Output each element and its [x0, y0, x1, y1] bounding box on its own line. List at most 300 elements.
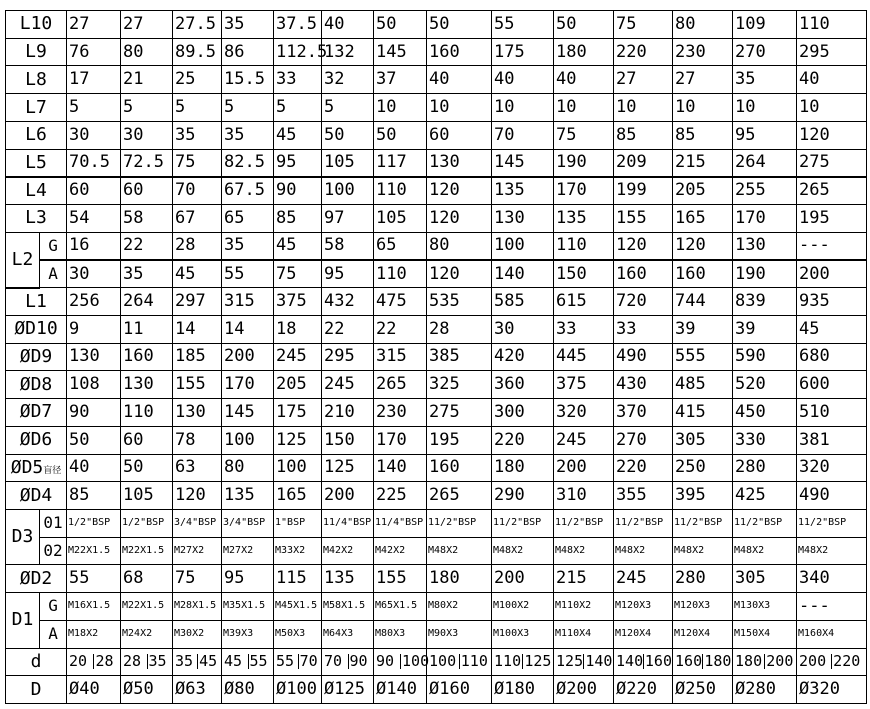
table-cell: 5 [121, 94, 173, 122]
row-label [6, 315, 67, 343]
table-cell: M45X1.5 [274, 593, 322, 621]
table-cell: 445 [554, 343, 614, 371]
row-sublabel: 02 [40, 537, 67, 565]
row-label-text: L6 [25, 124, 47, 146]
table-cell: 80 [673, 11, 733, 39]
table-cell: 520 [733, 371, 797, 399]
table-cell: 120 [427, 205, 492, 233]
table-row [6, 565, 867, 593]
table-cell: M22X1.5 [67, 537, 121, 565]
pair-value: 140 [585, 652, 613, 671]
table-cell: 11/2"BSP [673, 509, 733, 537]
table-cell: 100 [492, 232, 554, 260]
row-label-text: L10 [19, 13, 53, 35]
table-cell: 85 [673, 121, 733, 149]
table-row [6, 399, 867, 427]
table-cell: 35 [733, 66, 797, 94]
table-cell: Ø125 [322, 676, 374, 704]
table-cell: M28X1.5 [173, 593, 222, 621]
table-cell: 60 [67, 177, 121, 205]
table-cell: M42X2 [322, 537, 374, 565]
row-sublabel: G [40, 232, 67, 260]
table-cell: 60 [121, 177, 173, 205]
table-cell: M27X2 [222, 537, 274, 565]
table-cell: 325 [427, 371, 492, 399]
row-label-text: ØD5 [10, 456, 44, 478]
table-cell: 40 [492, 66, 554, 94]
table-cell: --- [797, 593, 867, 621]
table-cell: 200 [554, 454, 614, 482]
table-cell: 295 [322, 343, 374, 371]
table-cell: 55 [492, 11, 554, 39]
table-cell: 70 [173, 177, 222, 205]
table-cell: 125 [322, 454, 374, 482]
table-cell: 67.5 [222, 177, 274, 205]
table-cell: 105 [322, 149, 374, 177]
table-cell: 100 [222, 426, 274, 454]
table-cell: 115 [274, 565, 322, 593]
table-cell: 190 [554, 149, 614, 177]
table-cell [374, 648, 430, 676]
table-cell: 97 [322, 205, 374, 233]
table-cell: 65 [222, 205, 274, 233]
table-cell: 110 [797, 11, 867, 39]
table-cell: 27 [67, 11, 121, 39]
table-cell: 110 [554, 232, 614, 260]
table-cell: 117 [374, 149, 427, 177]
table-cell: 190 [733, 260, 797, 288]
table-cell: M39X3 [222, 620, 274, 648]
row-label-text: L5 [25, 151, 47, 173]
table-cell: 75 [173, 149, 222, 177]
table-cell: 300 [492, 399, 554, 427]
table-cell: M16X1.5 [67, 593, 121, 621]
table-cell: 28 [427, 315, 492, 343]
table-row [6, 371, 867, 399]
table-cell [274, 648, 322, 676]
table-cell: 935 [797, 288, 867, 316]
table-cell: 95 [733, 121, 797, 149]
table-cell: M58X1.5 [322, 593, 374, 621]
table-cell: 132 [322, 38, 374, 66]
table-cell: 30 [67, 260, 121, 288]
row-label [6, 205, 67, 233]
table-cell: 150 [554, 260, 614, 288]
pair-value: 100 [428, 654, 460, 669]
table-cell: 600 [797, 371, 867, 399]
table-cell: 85 [614, 121, 673, 149]
pair-value: 200 [798, 654, 832, 669]
table-cell: 68 [121, 565, 173, 593]
table-cell: 72.5 [121, 149, 173, 177]
table-row [6, 205, 867, 233]
table-cell: 11/2"BSP [554, 509, 614, 537]
table-cell: 432 [322, 288, 374, 316]
table-cell: 100 [274, 454, 322, 482]
table-cell: 67 [173, 205, 222, 233]
dimension-table [5, 10, 867, 704]
table-row [6, 315, 867, 343]
table-cell: 340 [797, 565, 867, 593]
table-cell: M18X2 [67, 620, 121, 648]
table-cell [173, 648, 222, 676]
table-cell: 33 [274, 66, 322, 94]
table-cell: M120X4 [673, 620, 733, 648]
table-cell: 256 [67, 288, 121, 316]
table-cell: 35 [121, 260, 173, 288]
table-cell: 200 [492, 565, 554, 593]
table-cell: 22 [322, 315, 374, 343]
table-cell: 120 [614, 232, 673, 260]
pair-value: 35 [148, 652, 167, 671]
table-cell: Ø140 [374, 676, 427, 704]
table-cell: 33 [554, 315, 614, 343]
table-cell: 5 [222, 94, 274, 122]
table-cell: Ø280 [733, 676, 797, 704]
table-cell: 110 [374, 177, 427, 205]
table-cell [67, 648, 121, 676]
table-cell: 40 [322, 11, 374, 39]
table-cell: 11/2"BSP [427, 509, 492, 537]
table-cell: Ø80 [222, 676, 274, 704]
row-label [6, 343, 67, 371]
table-row [6, 288, 867, 316]
table-row [6, 11, 867, 39]
table-cell: 50 [554, 11, 614, 39]
table-cell: 160 [673, 260, 733, 288]
table-cell: 839 [733, 288, 797, 316]
table-cell: 95 [274, 149, 322, 177]
table-cell: M100X2 [492, 593, 554, 621]
table-cell: 95 [322, 260, 374, 288]
pair-value: 90 [349, 652, 368, 671]
table-cell: 615 [554, 288, 614, 316]
table-cell: 270 [614, 426, 673, 454]
row-label-text: L7 [25, 96, 47, 118]
table-cell: 45 [797, 315, 867, 343]
table-cell: 22 [374, 315, 427, 343]
table-row [6, 426, 867, 454]
table-cell: M33X2 [274, 537, 322, 565]
row-sublabel: G [40, 593, 67, 621]
table-cell: 105 [374, 205, 427, 233]
table-cell: 50 [374, 121, 427, 149]
table-cell: 155 [614, 205, 673, 233]
table-cell: 15.5 [222, 66, 274, 94]
table-cell: 195 [797, 205, 867, 233]
pair-value: 70 [323, 654, 349, 669]
table-cell: Ø250 [673, 676, 733, 704]
table-cell: 90 [67, 399, 121, 427]
table-cell: 215 [554, 565, 614, 593]
table-cell: 55 [222, 260, 274, 288]
row-label [6, 399, 67, 427]
table-cell: 150 [322, 426, 374, 454]
table-cell: M24X2 [121, 620, 173, 648]
table-cell: 10 [554, 94, 614, 122]
table-cell: 275 [427, 399, 492, 427]
table-cell: 10 [797, 94, 867, 122]
table-row [6, 149, 867, 177]
row-sublabel: A [40, 620, 67, 648]
table-cell: M48X2 [797, 537, 867, 565]
table-cell: 80 [222, 454, 274, 482]
table-cell: M48X2 [427, 537, 492, 565]
table-cell: 9 [67, 315, 121, 343]
table-cell: 109 [733, 11, 797, 39]
table-cell: 11/2"BSP [733, 509, 797, 537]
table-cell: M120X3 [673, 593, 733, 621]
table-cell: 250 [673, 454, 733, 482]
table-cell: 50 [67, 426, 121, 454]
table-cell: 11/2"BSP [492, 509, 554, 537]
table-cell: 37 [374, 66, 427, 94]
table-cell: 170 [733, 205, 797, 233]
table-cell: 130 [173, 399, 222, 427]
table-cell: 170 [554, 177, 614, 205]
table-row [6, 66, 867, 94]
row-label [6, 676, 67, 704]
table-cell: 381 [797, 426, 867, 454]
table-cell: 245 [554, 426, 614, 454]
table-cell: --- [797, 232, 867, 260]
table-cell: 130 [733, 232, 797, 260]
pair-value: 140 [616, 652, 644, 671]
table-cell: 11/4"BSP [322, 509, 374, 537]
table-cell: Ø160 [427, 676, 492, 704]
table-cell: 85 [67, 482, 121, 510]
table-cell: M90X3 [427, 620, 492, 648]
table-cell: M120X3 [614, 593, 673, 621]
table-row [6, 177, 867, 205]
table-cell: 27.5 [173, 11, 222, 39]
table-cell: 160 [427, 38, 492, 66]
table-cell: Ø40 [67, 676, 121, 704]
table-cell: M100X3 [492, 620, 554, 648]
table-cell: 355 [614, 482, 673, 510]
row-label-text: ØD6 [19, 429, 53, 451]
table-cell: 280 [733, 454, 797, 482]
table-cell: 130 [67, 343, 121, 371]
table-cell: 330 [733, 426, 797, 454]
table-cell: 25 [173, 66, 222, 94]
table-cell: 40 [554, 66, 614, 94]
table-cell: 205 [673, 177, 733, 205]
table-cell: 35 [222, 121, 274, 149]
table-cell: 209 [614, 149, 673, 177]
table-cell [554, 648, 614, 676]
table-cell: 265 [797, 177, 867, 205]
table-cell: 130 [427, 149, 492, 177]
table-cell: 5 [322, 94, 374, 122]
pair-value: 35 [174, 654, 198, 669]
table-cell: 370 [614, 399, 673, 427]
row-label-text: L3 [25, 207, 47, 229]
table-cell: 30 [67, 121, 121, 149]
table-cell: 82.5 [222, 149, 274, 177]
table-cell: 5 [173, 94, 222, 122]
table-cell: 199 [614, 177, 673, 205]
pair-value: 110 [460, 652, 488, 671]
table-cell: M160X4 [797, 620, 867, 648]
table-cell: M48X2 [554, 537, 614, 565]
row-label [6, 371, 67, 399]
table-cell: 112.5 [274, 38, 322, 66]
table-row [6, 593, 867, 621]
table-cell: 11 [121, 315, 173, 343]
row-label [6, 565, 67, 593]
pair-value: 220 [833, 652, 861, 671]
table-cell: M22X1.5 [121, 593, 173, 621]
row-label-text: L9 [25, 41, 47, 63]
row-label: D1 [6, 593, 40, 648]
table-cell [492, 648, 554, 676]
table-row [6, 454, 867, 482]
table-cell: 60 [427, 121, 492, 149]
row-label [6, 426, 67, 454]
pair-value: 125 [524, 652, 552, 671]
table-cell: 205 [274, 371, 322, 399]
table-cell: 14 [173, 315, 222, 343]
table-cell: 89.5 [173, 38, 222, 66]
table-cell: M27X2 [173, 537, 222, 565]
table-cell [733, 648, 797, 676]
row-label-text: ØD7 [19, 401, 53, 423]
pair-value: 20 [68, 654, 94, 669]
table-cell: 415 [673, 399, 733, 427]
table-cell [222, 648, 274, 676]
table-cell: 5 [274, 94, 322, 122]
table-cell: 135 [492, 177, 554, 205]
table-cell: 5 [67, 94, 121, 122]
table-cell: 200 [322, 482, 374, 510]
table-cell: 10 [374, 94, 427, 122]
row-label [6, 482, 67, 510]
table-cell: M80X3 [374, 620, 427, 648]
table-cell: 95 [222, 565, 274, 593]
table-cell: 55 [67, 565, 121, 593]
table-cell: 50 [427, 11, 492, 39]
table-row [6, 94, 867, 122]
table-cell: 85 [274, 205, 322, 233]
pair-value: 180 [734, 654, 765, 669]
table-cell: 305 [733, 565, 797, 593]
table-cell: 45 [274, 121, 322, 149]
table-cell: 70.5 [67, 149, 121, 177]
table-row [6, 509, 867, 537]
table-cell: Ø63 [173, 676, 222, 704]
table-cell: 395 [673, 482, 733, 510]
pair-value: 45 [223, 654, 249, 669]
row-label-text: D [30, 678, 42, 700]
table-cell: 35 [222, 11, 274, 39]
table-cell: 145 [222, 399, 274, 427]
table-cell: 185 [173, 343, 222, 371]
table-cell [673, 648, 733, 676]
row-label [6, 11, 67, 39]
table-cell: M110X4 [554, 620, 614, 648]
table-cell: M50X3 [274, 620, 322, 648]
table-cell: 1/2"BSP [67, 509, 121, 537]
table-cell: Ø50 [121, 676, 173, 704]
table-cell: 220 [492, 426, 554, 454]
table-cell: 720 [614, 288, 673, 316]
row-label [6, 149, 67, 177]
row-sublabel: 01 [40, 509, 67, 537]
table-cell: M48X2 [733, 537, 797, 565]
table-cell: 21 [121, 66, 173, 94]
table-cell: 140 [492, 260, 554, 288]
table-cell: 10 [733, 94, 797, 122]
table-cell: 475 [374, 288, 427, 316]
table-cell: 120 [427, 260, 492, 288]
table-cell: 290 [492, 482, 554, 510]
table-cell: 310 [554, 482, 614, 510]
table-cell: 305 [673, 426, 733, 454]
row-label [6, 38, 67, 66]
pair-value: 28 [95, 652, 114, 671]
table-cell: 155 [374, 565, 427, 593]
table-body [6, 11, 867, 704]
row-label: D3 [6, 509, 40, 564]
table-row [6, 482, 867, 510]
table-cell: 264 [121, 288, 173, 316]
table-cell: 275 [797, 149, 867, 177]
table-cell: 28 [173, 232, 222, 260]
table-cell: 70 [492, 121, 554, 149]
table-cell: 50 [121, 454, 173, 482]
table-cell: 255 [733, 177, 797, 205]
table-cell: 10 [492, 94, 554, 122]
table-cell: 430 [614, 371, 673, 399]
table-cell: 225 [374, 482, 427, 510]
table-cell: M64X3 [322, 620, 374, 648]
table-cell: 265 [374, 371, 427, 399]
table-cell: 230 [673, 38, 733, 66]
table-row [6, 648, 867, 676]
table-cell: 160 [614, 260, 673, 288]
table-cell: 45 [173, 260, 222, 288]
table-cell: 220 [614, 454, 673, 482]
table-cell: 315 [374, 343, 427, 371]
table-cell: 230 [374, 399, 427, 427]
table-cell [614, 648, 673, 676]
pair-value: 45 [199, 652, 218, 671]
pair-value: 28 [122, 654, 148, 669]
row-label-text: d [30, 650, 42, 672]
table-cell: 40 [427, 66, 492, 94]
table-cell: 30 [121, 121, 173, 149]
table-cell: 17 [67, 66, 121, 94]
table-cell: 680 [797, 343, 867, 371]
table-cell: 80 [427, 232, 492, 260]
table-cell: 590 [733, 343, 797, 371]
table-cell: 535 [427, 288, 492, 316]
table-cell: 80 [121, 38, 173, 66]
table-cell: Ø320 [797, 676, 867, 704]
table-cell: Ø200 [554, 676, 614, 704]
table-cell: 65 [374, 232, 427, 260]
row-label [6, 94, 67, 122]
table-cell: 375 [274, 288, 322, 316]
table-cell: M65X1.5 [374, 593, 427, 621]
row-label [6, 648, 67, 676]
pair-value: 70 [299, 652, 318, 671]
row-label [6, 454, 67, 482]
table-cell: M22X1.5 [121, 537, 173, 565]
table-cell: 170 [222, 371, 274, 399]
table-cell: 10 [427, 94, 492, 122]
